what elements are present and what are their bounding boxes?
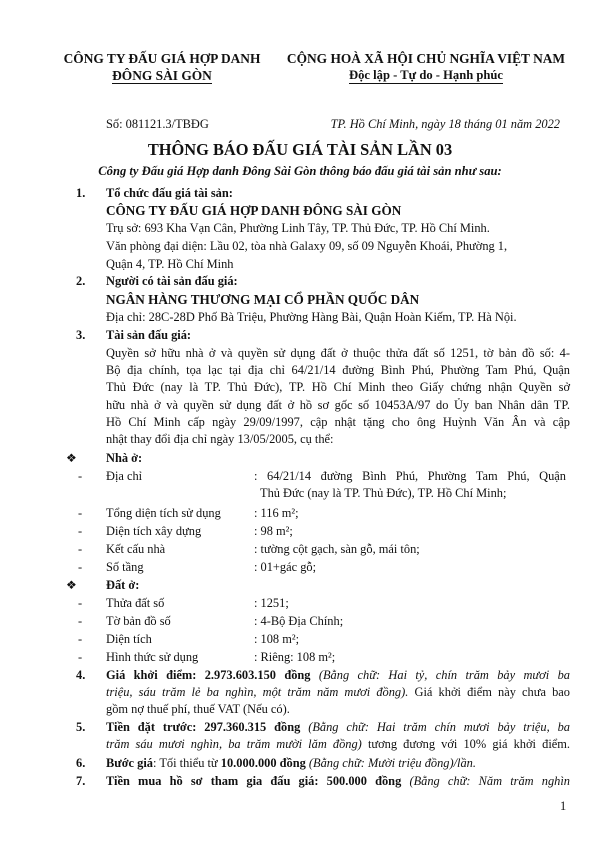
bid-step-amount: 10.000.000 đồng (220, 756, 306, 770)
section-1-number: 1. (76, 186, 86, 200)
document-title: THÔNG BÁO ĐẤU GIÁ TÀI SẢN LẦN 03 (147, 140, 453, 159)
section-5-line2 (106, 736, 570, 753)
house-row-label: Số tầng (106, 560, 144, 574)
house-row-value: : 98 m²; (254, 524, 293, 538)
bid-step-words: (Bằng chữ: Mười triệu đồng)/lần. (308, 756, 476, 770)
section-1-line3: Quận 4, TP. Hồ Chí Minh (106, 257, 234, 271)
paragraph-line: Thủ Đức (nay là TP. Thủ Đức), TP. Hồ Chí Minh theo Giấy chứng nhận Quyền sở (106, 380, 570, 395)
deposit-label: Tiền đặt trước: (106, 720, 197, 734)
section-2-line1: Địa chỉ: 28C-28D Phố Bà Triệu, Phường Hàng Bài, Quận Hoàn Kiếm, TP. Hà Nội. (106, 310, 517, 324)
bid-step-label: Bước giá (106, 756, 153, 770)
dash-marker: - (78, 596, 83, 610)
house-address-line1: : 64/21/14 đường Bình Phú, Phường Tam Phú, Quận (254, 469, 566, 483)
section-6-body (106, 755, 570, 772)
house-row-label: Địa chỉ (106, 469, 143, 483)
land-row-value: : 1251; (254, 596, 289, 610)
section-4-line3: gồm nợ thuế phí, thuế VAT (Nếu có). (106, 702, 290, 717)
section-5-number: 5. (76, 720, 86, 734)
dossier-fee-words: (Bằng chữ: Năm trăm nghìn (409, 774, 570, 788)
house-row-label: Tổng diện tích sử dụng (106, 506, 221, 520)
house-row-value: : 116 m²; (254, 506, 299, 520)
dash-marker: - (78, 560, 83, 574)
paragraph-line: hữu nhà ở và quyền sử dụng đất ở hồ sơ gốc số 10453A/97 do Ủy ban Nhân dân TP. (106, 397, 570, 412)
bullet-icon: ❖ (66, 578, 77, 592)
section-2-number: 2. (76, 274, 86, 288)
house-row-label: Diện tích xây dựng (106, 524, 202, 538)
dash-marker: - (78, 506, 83, 520)
house-heading: Nhà ở: (106, 451, 143, 465)
section-7-line1 (106, 773, 570, 790)
house-row-value: : tường cột gạch, sàn gỗ, mái tôn; (254, 542, 420, 556)
dash-marker: - (78, 632, 83, 646)
paragraph-line: Quyền sở hữu nhà ở và quyền sử dụng đất ở thuộc thửa đất số 1251, tờ bản đồ số: 4- (106, 346, 570, 360)
section-1-org-name: CÔNG TY ĐẤU GIÁ HỢP DANH ĐÔNG SÀI GÒN (106, 203, 402, 218)
company-header (46, 50, 278, 84)
section-5-body (106, 719, 570, 753)
deposit-words-1: (Bằng chữ: Hai trăm chín mươi bảy triệu, ba (308, 720, 570, 734)
section-2-org-name: NGÂN HÀNG THƯƠNG MẠI CỔ PHẦN QUỐC DÂN (106, 292, 420, 307)
section-7-body (106, 773, 570, 790)
land-heading: Đất ở: (106, 578, 140, 592)
section-2-heading: Người có tài sản đấu giá: (106, 274, 238, 288)
section-6-number: 6. (76, 756, 86, 770)
section-3-number: 3. (76, 328, 86, 342)
nation-motto: Độc lập - Tự do - Hạnh phúc (349, 68, 503, 82)
land-row-label: Thửa đất số (106, 596, 165, 610)
date-place: TP. Hồ Chí Minh, ngày 18 tháng 01 năm 2022 (330, 117, 560, 131)
section-4-line1 (106, 667, 570, 684)
section-5-line1 (106, 719, 570, 736)
paragraph-line: Bộ địa chính, tọa lạc tại địa chỉ 64/21/14 đường Bình Phú, Phường Tam Phú, Quận (106, 363, 570, 378)
company-name-line2: ĐÔNG SÀI GÒN (112, 68, 212, 83)
bid-step-prefix: : Tối thiểu từ (153, 756, 218, 770)
dossier-fee-label: Tiền mua hồ sơ tham gia đấu giá: (106, 774, 319, 788)
land-row-value: : 108 m²; (254, 632, 300, 646)
starting-price-note: Giá khởi điểm này chưa bao (414, 685, 570, 700)
section-4-line2 (106, 684, 570, 701)
section-7-number: 7. (76, 774, 86, 788)
section-3-paragraph (106, 345, 570, 448)
land-row-value: : 4-Bộ Địa Chính; (254, 614, 344, 628)
nation-header (276, 50, 576, 84)
section-4-body (106, 667, 570, 719)
starting-price-words-1: (Bằng chữ: Hai tỷ, chín trăm bảy mươi ba (318, 668, 570, 682)
page-number: 1 (560, 799, 567, 813)
land-row-value: : Riêng: 108 m²; (254, 650, 336, 664)
bullet-icon: ❖ (66, 451, 77, 465)
dash-marker: - (78, 650, 83, 664)
section-1-line1: Trụ sở: 693 Kha Vạn Cân, Phường Linh Tây, TP. Thủ Đức, TP. Hồ Chí Minh. (106, 221, 490, 235)
section-1-heading: Tổ chức đấu giá tài sản: (106, 186, 233, 200)
company-name-line1: CÔNG TY ĐẤU GIÁ HỢP DANH (63, 51, 261, 66)
dash-marker: - (78, 542, 83, 556)
house-address-line2: Thủ Đức (nay là TP. Thủ Đức), TP. Hồ Chí Minh; (260, 486, 507, 501)
document-subtitle: Công ty Đấu giá Hợp danh Đông Sài Gòn thông báo đấu giá tài sản như sau: (98, 164, 502, 178)
deposit-words-2: trăm sáu mươi nghìn, ba trăm mười lăm đồng) (106, 737, 362, 752)
section-4-number: 4. (76, 668, 86, 682)
dash-marker: - (78, 524, 83, 538)
deposit-note: tương đương với 10% giá khởi điểm. (367, 737, 570, 752)
starting-price-amount: 2.973.603.150 đồng (204, 668, 311, 682)
paragraph-line: nhật thay đổi địa chỉ ngày 13/05/2005, cụ thể: (106, 432, 334, 447)
starting-price-label: Giá khởi điểm: (106, 668, 197, 682)
dash-marker: - (78, 469, 83, 483)
deposit-amount: 297.360.315 đồng (204, 720, 301, 734)
starting-price-words-2: triệu, sáu trăm lẻ ba nghìn, một trăm năm mươi đồng). (106, 685, 409, 700)
nation-name: CỘNG HOÀ XÃ HỘI CHỦ NGHĨA VIỆT NAM (286, 51, 566, 66)
house-row-value (254, 468, 566, 502)
dash-marker: - (78, 614, 83, 628)
section-1-line2: Văn phòng đại diện: Lầu 02, tòa nhà Galaxy 09, số 09 Nguyễn Khoái, Phường 1, (106, 239, 508, 253)
land-row-label: Tờ bản đồ số (106, 614, 171, 628)
paragraph-line: Hồ Chí Minh cấp ngày 29/09/1997, cập nhật tặng cho ông Huỳnh Văn Ân và cập (106, 414, 570, 429)
house-row-label: Kết cấu nhà (106, 542, 166, 556)
land-row-label: Diện tích (106, 632, 152, 646)
section-3-heading: Tài sản đấu giá: (106, 328, 192, 342)
reference-number: Số: 081121.3/TBĐG (106, 117, 209, 131)
house-row-value: : 01+gác gỗ; (254, 560, 317, 574)
land-row-label: Hình thức sử dụng (106, 650, 199, 664)
dossier-fee-amount: 500.000 đồng (326, 774, 402, 788)
